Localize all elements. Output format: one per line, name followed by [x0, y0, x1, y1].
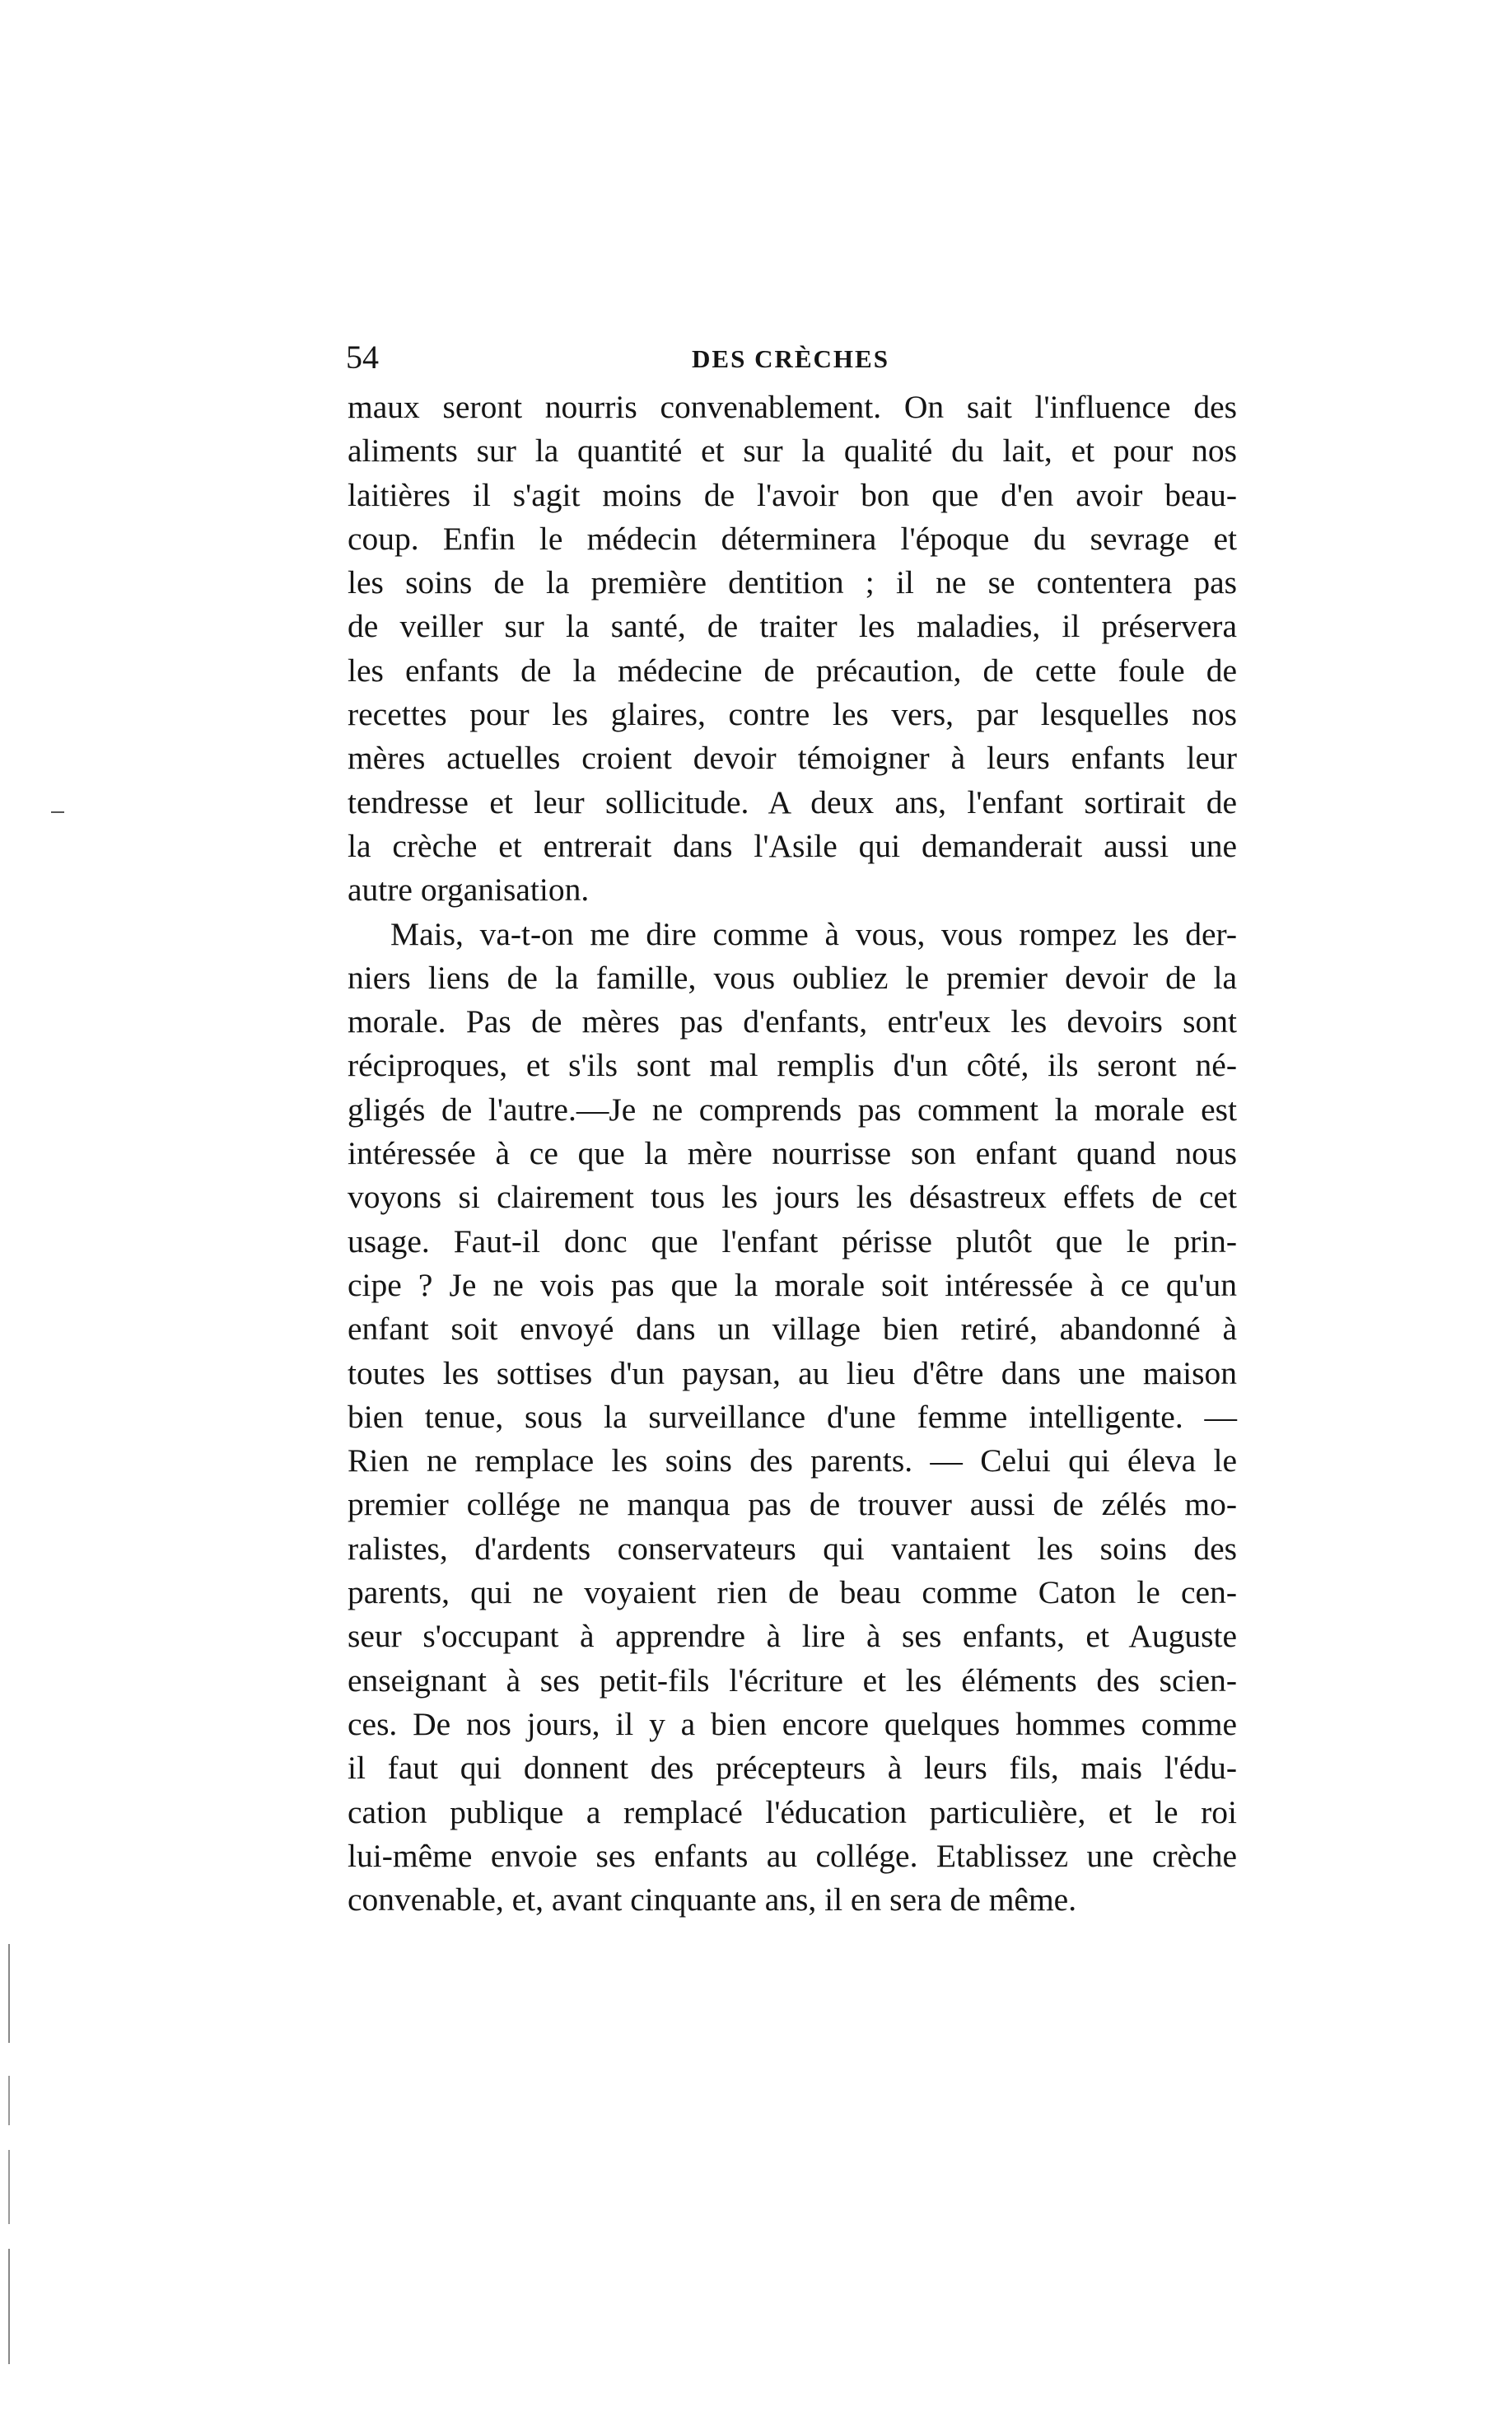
- text-line: Rien ne remplace les soins des parents. — Celui qui éleva le: [348, 1442, 1237, 1479]
- text-line: seur s'occupant à apprendre à lire à ses enfants, et Auguste: [348, 1618, 1237, 1655]
- text-line: cation publique a remplacé l'éducation particulière, et le roi: [348, 1793, 1237, 1830]
- text-line: usage. Faut-il donc que l'enfant périsse plutôt que le prin-: [348, 1222, 1237, 1259]
- text-line: maux seront nourris convenablement. On sait l'influence des: [348, 389, 1237, 425]
- text-line: laitières il s'agit moins de l'avoir bon que d'en avoir beau-: [348, 476, 1237, 513]
- text-line: la crèche et entrerait dans l'Asile qui demanderait aussi une: [348, 827, 1237, 864]
- text-line: Mais, va-t-on me dire comme à vous, vous rompez les der-: [390, 915, 1237, 952]
- text-line: les enfants de la médecine de précaution, de cette foule de: [348, 652, 1237, 689]
- text-line: de veiller sur la santé, de traiter les maladies, il préservera: [348, 608, 1237, 645]
- text-line: aliments sur la quantité et sur la qualité du lait, et pour nos: [348, 432, 1237, 470]
- text-line: bien tenue, sous la surveillance d'une femme intelligente. —: [348, 1398, 1237, 1435]
- text-line: convenable, et, avant cinquante ans, il en sera de même.: [348, 1881, 1077, 1918]
- text-line: coup. Enfin le médecin déterminera l'époque du sevrage et: [348, 520, 1237, 557]
- text-line: il faut qui donnent des précepteurs à leurs fils, mais l'édu-: [348, 1750, 1237, 1787]
- text-line: ralistes, d'ardents conservateurs qui vantaient les soins des: [348, 1530, 1237, 1567]
- paragraph-1: [348, 386, 1237, 913]
- body-text: [348, 386, 1237, 1922]
- text-line: niers liens de la famille, vous oubliez le premier devoir de la: [348, 959, 1237, 996]
- running-title: DES CRÈCHES: [692, 344, 889, 373]
- text-line: toutes les sottises d'un paysan, au lieu d'être dans une maison: [348, 1354, 1237, 1391]
- scan-mark: [8, 2076, 10, 2125]
- text-line: les soins de la première dentition ; il ne se contentera pas: [348, 564, 1237, 601]
- text-line: enseignant à ses petit-fils l'écriture et les éléments des scien-: [348, 1661, 1237, 1699]
- text-line: réciproques, et s'ils sont mal remplis d'un côté, ils seront né-: [348, 1047, 1237, 1084]
- text-line: premier collége ne manqua pas de trouver aussi de zélés mo-: [348, 1486, 1237, 1523]
- text-line: autre organisation.: [348, 872, 590, 909]
- text-line: intéressée à ce que la mère nourrisse son enfant quand nous: [348, 1135, 1237, 1172]
- text-line: cipe ? Je ne vois pas que la morale soit intéressée à ce qu'un: [348, 1266, 1237, 1303]
- text-line: recettes pour les glaires, contre les vers, par lesquelles nos: [348, 696, 1237, 733]
- paragraph-2: [348, 913, 1237, 1923]
- text-line: tendresse et leur sollicitude. A deux ans, l'enfant sortirait de: [348, 783, 1237, 820]
- page-number: 54: [346, 339, 379, 376]
- text-line: mères actuelles croient devoir témoigner à leurs enfants leur: [348, 740, 1237, 777]
- scan-mark: [8, 1944, 10, 2043]
- scan-mark: [8, 2150, 10, 2224]
- text-line: lui-même envoie ses enfants au collége. Etablissez une crèche: [348, 1837, 1237, 1874]
- text-line: parents, qui ne voyaient rien de beau comme Caton le cen-: [348, 1574, 1237, 1611]
- text-line: ces. De nos jours, il y a bien encore quelques hommes comme: [348, 1705, 1237, 1742]
- text-line: morale. Pas de mères pas d'enfants, entr'eux les devoirs sont: [348, 1003, 1237, 1040]
- running-head: [346, 333, 1235, 382]
- text-line: gligés de l'autre.—Je ne comprends pas comment la morale est: [348, 1091, 1237, 1128]
- text-line: enfant soit envoyé dans un village bien retiré, abandonné à: [348, 1311, 1237, 1348]
- text-line: voyons si clairement tous les jours les désastreux effets de cet: [348, 1179, 1237, 1216]
- scan-mark: [51, 811, 64, 813]
- scan-mark: [8, 2249, 10, 2364]
